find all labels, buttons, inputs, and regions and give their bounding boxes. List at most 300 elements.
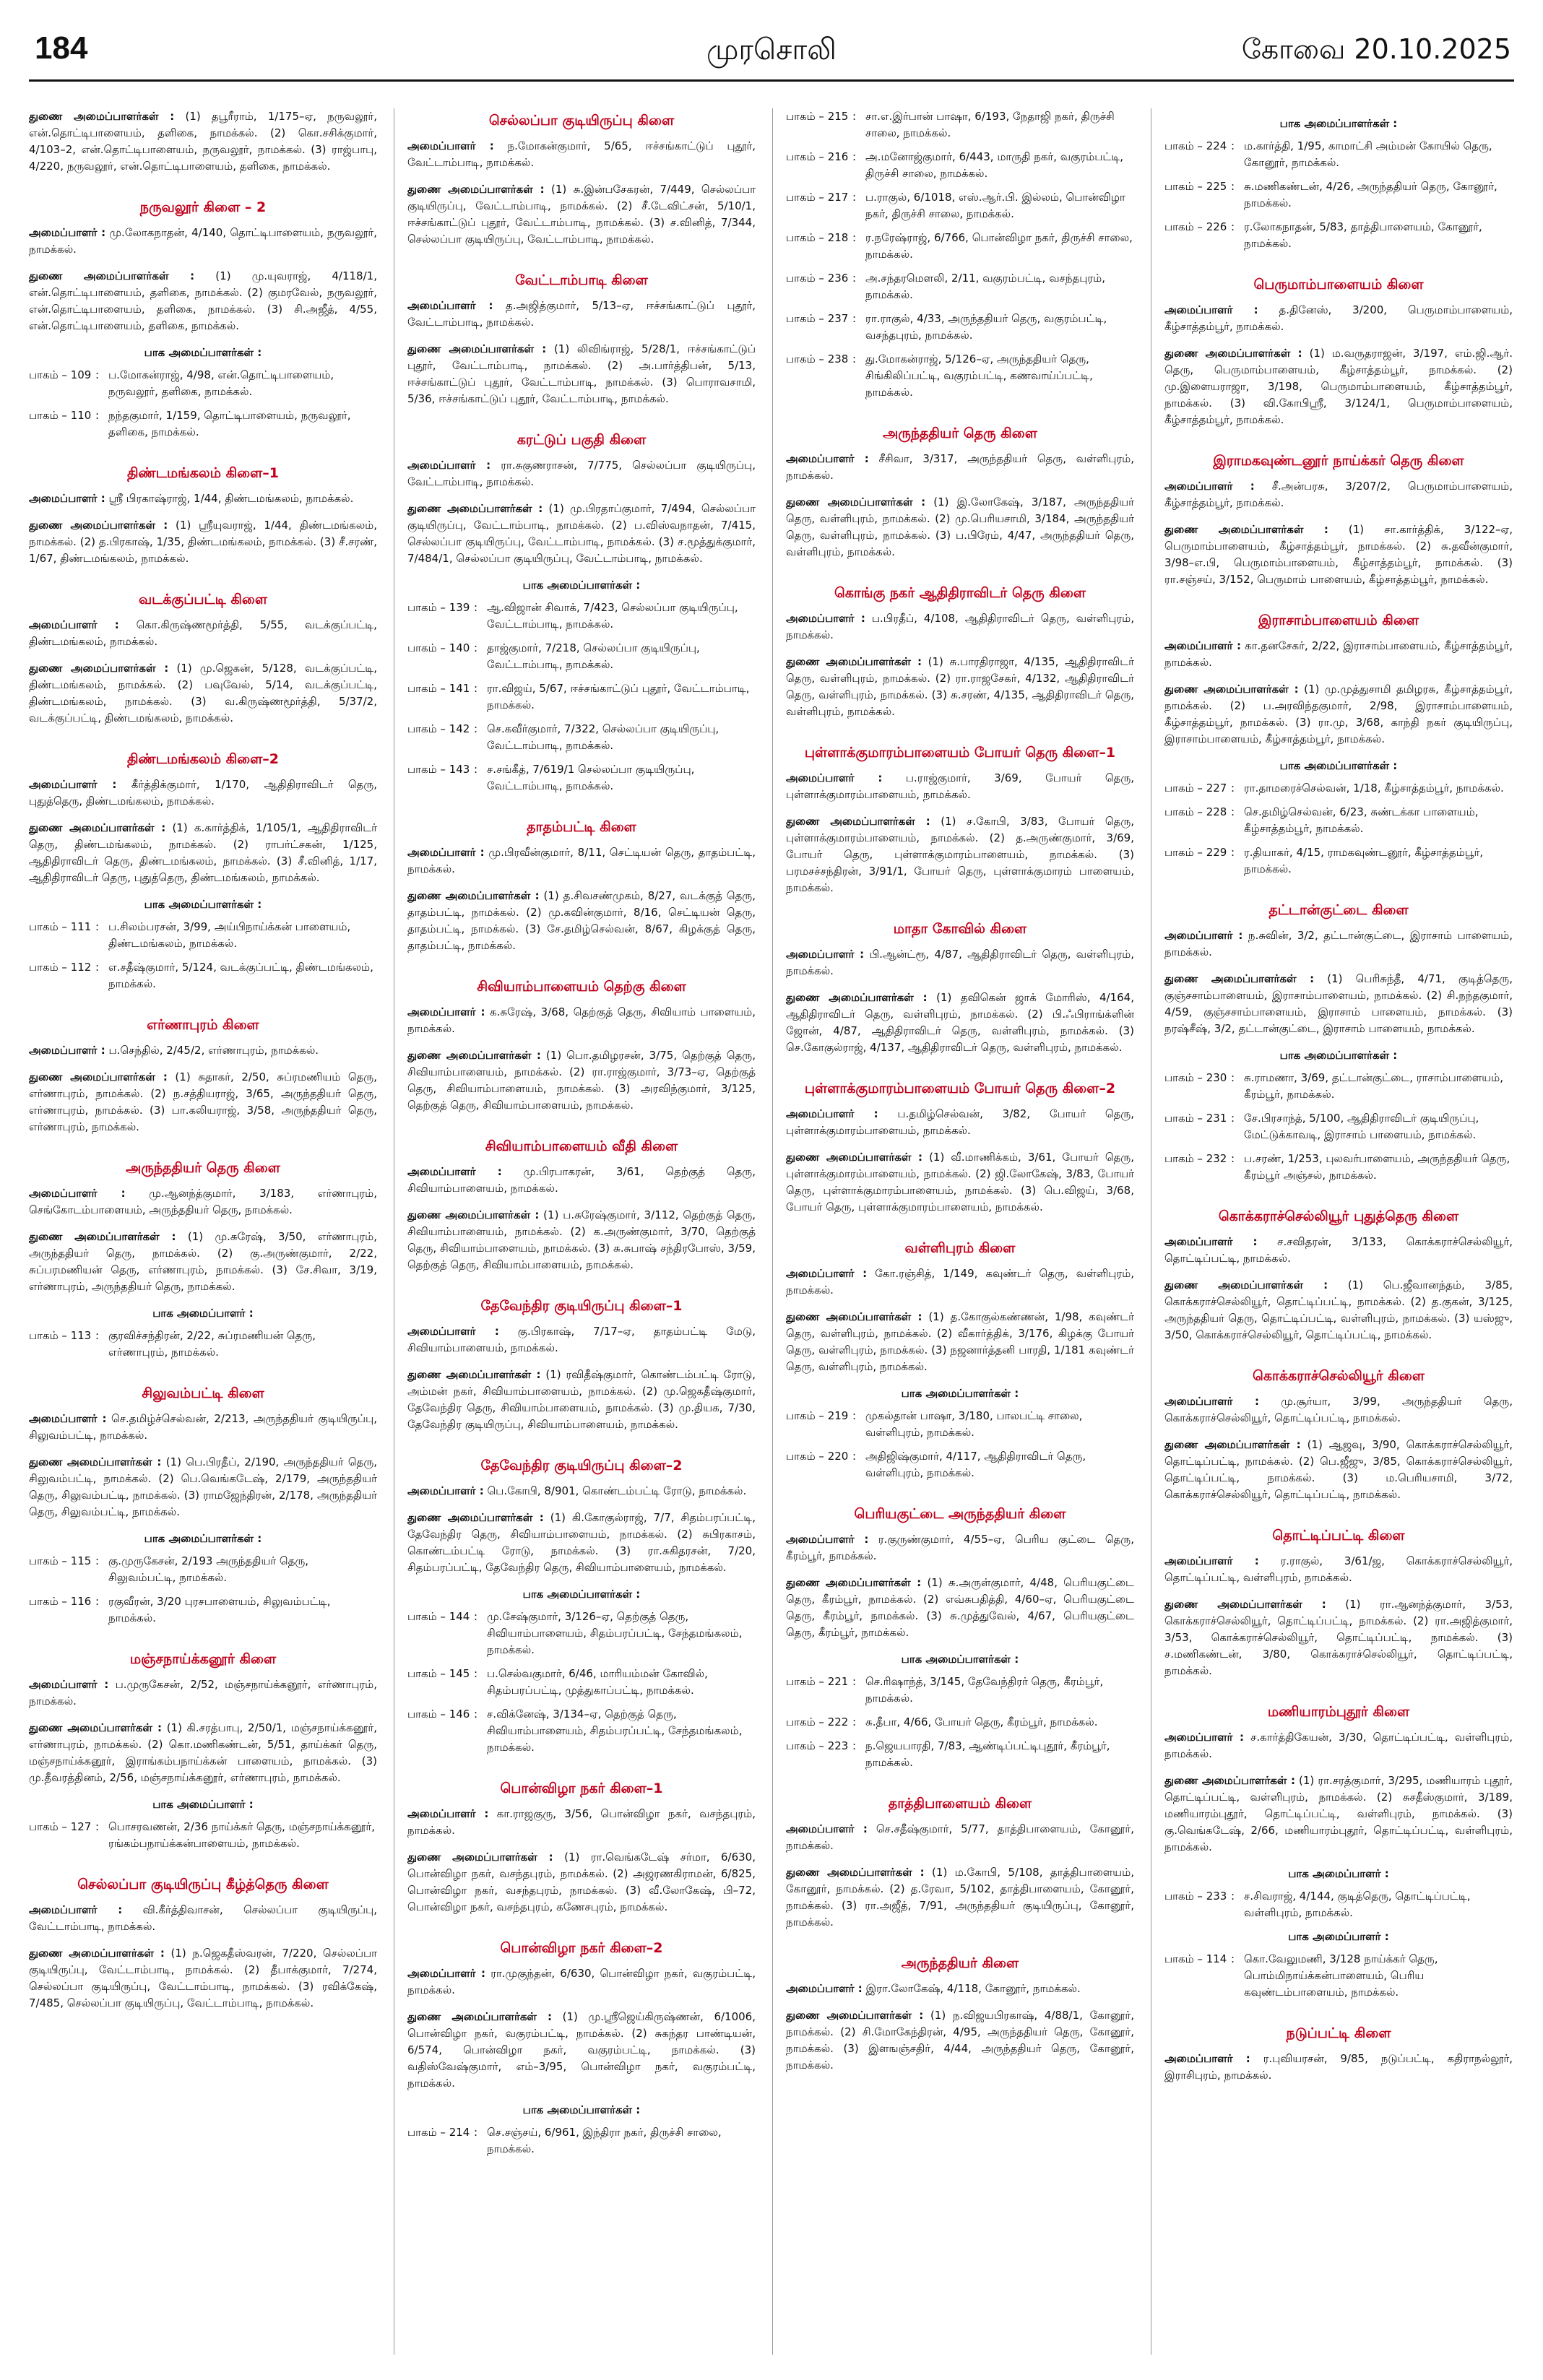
entry-text: வி.கீர்த்திவாசன், செல்லப்பா குடியிருப்பு, வேட்டாம்பாடி, நாமக்கல்.: [29, 1903, 377, 1933]
section-title: கொக்கராச்செல்லியூர் கிளை: [1253, 1368, 1425, 1384]
entry-paragraph: [1164, 2051, 1513, 2084]
baga-row: [786, 108, 1134, 142]
baga-colon: :: [1231, 180, 1235, 193]
baga-number: பாகம் – 229: [1164, 846, 1227, 859]
entry-label: அமைப்பாளர் :: [29, 1187, 126, 1200]
entry-paragraph: [786, 946, 1134, 979]
section-title: தேவேந்திர குடியிருப்பு கிளை–1: [480, 1298, 683, 1314]
baga-row: [1164, 219, 1513, 252]
entry-text: ச.சவிதரன், 3/133, கொக்கராச்செல்லியூர், தொட்டிப்பட்டி, நாமக்கல்.: [1164, 1235, 1513, 1265]
baga-text: ரா.ராகுல், 4/33, அருந்ததியர் தெரு, வகுரம்பட்டி, வசந்தபுரம், நாமக்கல்.: [865, 312, 1107, 342]
section-title: அருந்ததியர் கிளை: [901, 1955, 1019, 1971]
entry-label: அமைப்பாளர் :: [786, 612, 865, 625]
baga-text: குரவிச்சந்திரன், 2/22, சுப்ரமணியன் தெரு, எர்ணாபுரம், நாமக்கல்.: [108, 1329, 316, 1359]
section-title: சிவியாம்பாளையம் தெற்கு கிளை: [477, 979, 686, 995]
entry-label: அமைப்பாளர் :: [407, 846, 485, 859]
entry-text: கோ.ரஞ்சித், 1/149, கவுண்டர் தெரு, வள்ளிபுரம், நாமக்கல்.: [786, 1267, 1134, 1297]
baga-colon: :: [852, 272, 857, 285]
entry-label: துணை அமைப்பாளர்கள் :: [786, 655, 922, 668]
entry-paragraph: [786, 990, 1134, 1056]
entry-label: அமைப்பாளர் :: [407, 139, 494, 152]
baga-colon: :: [852, 231, 857, 244]
entry-text: செ.சதீஷ்குமார், 5/77, தாத்திபாளையம், கோனூர், நாமக்கல்.: [786, 1822, 1134, 1852]
baga-row: [1164, 138, 1513, 171]
entry-paragraph: [407, 1965, 756, 1999]
entry-label: அமைப்பாளர் :: [786, 1107, 878, 1120]
entry-paragraph: [1164, 1437, 1513, 1503]
entry-paragraph: [786, 1864, 1134, 1931]
entry-label: அமைப்பாளர் :: [786, 452, 869, 465]
baga-row: [407, 640, 756, 673]
entry-paragraph: [1164, 971, 1513, 1037]
baga-row: [29, 1819, 377, 1852]
baga-number: பாகம் – 238: [786, 352, 849, 365]
entry-paragraph: [786, 610, 1134, 644]
entry-text: (1) மு.முத்துசாமி தமிழரசு, கீழ்சாத்தம்பூர், நாமக்கல். (2) ப.அரவிந்தகுமார், 2/98, இராசாம்பாளையம், கீழ்சாத்தம்பூர், நாமக்கல். (3) ரா.மு, 3/68, காந்தி நகர் குடியிருப்பு, இராசாம்பாளையம், கீழ்சாத்தம்பூர், நாமக்கல்.: [1164, 683, 1513, 745]
entry-label: அமைப்பாளர் :: [786, 1822, 868, 1835]
baga-row: [786, 149, 1134, 182]
section-title: வேட்டாம்பாடி கிளை: [515, 272, 648, 288]
newspaper-title: முரசொலி: [706, 33, 837, 66]
baga-text: ச.விக்னேஷ், 3/134–ஏ, தெற்குத் தெரு, சிவியாம்பாளையம், சிதம்பரப்பட்டி, சேந்தமங்கலம், நாமக்கல்.: [487, 1708, 743, 1754]
entry-text: (1) பெ.ஜீவானந்தம், 3/85, கொக்கராச்செல்லியூர், தொட்டிப்பட்டி, நாமக்கல். (2) த.குகன், 3/125, அருந்ததியர் தெரு, தொட்டிப்பட்டி, வள்ளிபுரம், நாமக்கல். (3) யஸ்ஜு, 3/50, கொக்கராச்செல்லியூர், தொட்டிப்பட்டி, நாமக்கல்.: [1164, 1278, 1513, 1341]
baga-number: பாகம் – 140: [407, 641, 470, 654]
baga-colon: :: [1231, 1112, 1235, 1125]
entry-paragraph: [29, 1720, 377, 1786]
baga-text: செ.கவீர்குமார், 7/322, செல்லப்பா குடியிருப்பு, வேட்டாம்பாடி, நாமக்கல்.: [487, 722, 719, 752]
baga-text: நந்தகுமார், 1/159, தொட்டிபாளையம், நருவலூர், தளிகை, நாமக்கல்.: [108, 409, 351, 438]
entry-label: துணை அமைப்பாளர்கள் :: [1164, 523, 1328, 536]
entry-text: மு.லோகநாதன், 4/140, தொட்டிபாளையம், நருவலூர், நாமக்கல்.: [29, 226, 377, 256]
baga-row: [786, 1674, 1134, 1707]
entry-paragraph: [407, 1207, 756, 1273]
baga-number: பாகம் – 141: [407, 682, 470, 695]
baga-heading: பாக அமைப்பாளர்கள் :: [901, 1387, 1019, 1400]
entry-label: துணை அமைப்பாளர்கள் :: [786, 2009, 924, 2022]
entry-text: (1) கி.கோகுல்ராஜ், 7/7, சிதம்பரப்பட்டி, தேவேந்திர தெரு, சிவியாம்பாளையம், நாமக்கல். (2) சுபிரகாசம், கொண்டம்பட்டி ரோடு, நாமக்கல். (3) ரா.சுகிதரசன், 7/20, சிதம்பரப்பட்டி, தேவேந்திர தெரு, சிவியாம்பாளையம், நாமக்கல்.: [407, 1511, 756, 1574]
baga-text: முகல்தான் பாஷா, 3/180, பாலபட்டி சாலை, வள்ளிபுரம், நாமக்கல்.: [865, 1409, 1083, 1439]
baga-colon: :: [474, 763, 478, 776]
entry-paragraph: [407, 1510, 756, 1576]
entry-label: துணை அமைப்பாளர்கள் :: [29, 821, 166, 834]
entry-paragraph: [1164, 681, 1513, 748]
baga-heading: பாக அமைப்பாளர்கள் :: [522, 1588, 641, 1601]
entry-paragraph: [407, 298, 756, 331]
section-title: மணியாரம்புதூர் கிளை: [1267, 1704, 1410, 1720]
baga-heading: பாக அமைப்பாளர்கள் :: [1279, 1049, 1398, 1062]
baga-heading: பாக அமைப்பாளர்கள் :: [1279, 759, 1398, 772]
baga-number: பாகம் – 109: [29, 368, 92, 381]
baga-row: [786, 270, 1134, 303]
section-title: பொன்விழா நகர் கிளை–2: [500, 1940, 663, 1956]
entry-label: அமைப்பாளர் :: [1164, 639, 1241, 652]
baga-text: சு.ராமணா, 3/69, தட்டான்குட்டை, ராசாம்பாளையம், கீரம்பூர், நாமக்கல்.: [1244, 1071, 1503, 1101]
baga-row: [407, 761, 756, 795]
entry-text: (1) ந.விஜயபிரகாஷ், 4/88/1, கோனூர், நாமக்கல். (2) சி.மோகேந்திரன், 4/95, அருந்ததியர் தெரு, கோனூர், நாமக்கல். (3) இளஙஞ்சதிர், 4/44, அருந்ததியர் தெரு, கோனூர், நாமக்கல்.: [786, 2009, 1134, 2072]
entry-text: (1) ஸ்ரீயுவராஜ், 1/44, திண்டமங்கலம், நாமக்கல். (2) த.பிரகாஷ், 1/35, திண்டமங்கலம், நாமக்கல். (3) சீ.சரண், 1/67, திண்டமங்கலம், நாமக்கல்.: [29, 519, 377, 565]
entry-paragraph: [1164, 1596, 1513, 1679]
entry-paragraph: [29, 1069, 377, 1135]
entry-paragraph: [786, 1265, 1134, 1299]
entry-paragraph: [29, 1411, 377, 1444]
section-title: தொட்டிப்பட்டி கிளை: [1272, 1528, 1405, 1544]
entry-label: அமைப்பாளர் :: [786, 771, 883, 784]
baga-number: பாகம் – 237: [786, 312, 849, 325]
baga-heading: பாக அமைப்பாளர் :: [152, 1798, 254, 1811]
baga-heading: பாக அமைப்பாளர்கள் :: [144, 898, 262, 911]
entry-text: சீசிவா, 3/317, அருந்ததியர் தெரு, வள்ளிபுரம், நாமக்கல்.: [786, 452, 1134, 482]
baga-row: [407, 1706, 756, 1756]
entry-text: (1) மு.ஜெகன், 5/128, வடக்குப்பட்டி, திண்டமங்கலம், நாமக்கல். (2) பவுவேல், 5/14, வடக்குப்பட்டி, திண்டமங்கலம், நாமக்கல். (3) வ.கிருஷ்ணமூர்த்தி, 5/37/2, வடக்குப்பட்டி, திண்டமங்கலம், நாமக்கல்.: [29, 662, 377, 724]
baga-colon: :: [1231, 782, 1235, 795]
entry-paragraph: [786, 1821, 1134, 1854]
entry-label: அமைப்பாளர் :: [407, 1165, 502, 1178]
entry-label: துணை அமைப்பாளர்கள் :: [1164, 1598, 1326, 1611]
entry-text: (1) கி.சரத்பாபு, 2/50/1, மஞ்சநாய்க்கனூர், எர்ணாபுரம், நாமக்கல். (2) கொ.மணிகண்டன், 5/51, தாய்க்கர் தெரு, மஞ்சநாய்க்கனூர், இராங்கம்பநாய்க்கன் பாளையம், நாமக்கல். (3) மு.தீவரத்தினம், 2/56, மஞ்சநாய்க்கனூர், எர்ணாபுரம், நாமக்கல்.: [29, 1721, 377, 1784]
entry-paragraph: [407, 1164, 756, 1197]
entry-text: (1) லிவிங்ராஜ், 5/28/1, ஈச்சங்காட்டுப் புதூர், வேட்டாம்பாடி, நாமக்கல். (2) அ.பார்த்திபன், 5/13, ஈச்சங்காட்டுப் புதூர், வேட்டாம்பாடி, நாமக்கல். (3) பொராவசாமி, 5/36, ஈச்சங்காட்டுப் புதூர், வேட்டாம்பாடி, நாமக்கல்.: [407, 342, 756, 405]
entry-text: (1) ஆஜவு, 3/90, கொக்கராச்செல்லியூர், தொட்டிப்பட்டி, நாமக்கல். (2) பெ.ஜீஜு, 3/85, கொக்கராச்செல்லியூர், தொட்டிப்பட்டி, நாமக்கல். (3) ம.பெரியசாமி, 3/72, கொக்கராச்செல்லியூர், தொட்டிப்பட்டி, நாமக்கல்.: [1164, 1438, 1513, 1501]
baga-text: சு.தீபா, 4/66, போயர் தெரு, கீரம்பூர், நாமக்கல்.: [865, 1715, 1098, 1728]
entry-text: இரா.லோகேஷ், 4/118, கோனூர், நாமக்கல்.: [865, 1982, 1081, 1995]
baga-heading: பாக அமைப்பாளர்கள் :: [522, 579, 641, 592]
entry-text: (1) ரா.சரத்குமார், 3/295, மணியாரம் புதூர், தொட்டிப்பட்டி, வள்ளிபுரம், நாமக்கல். (2) சுசதீஸ்குமார், 3/189, மணியாரம்புதூர், தொட்டிப்பட்டி, வள்ளிபுரம், நாமக்கல். (3) கு.வெங்கடேஷ், 2/66, மணியாரம்புதூர், தொட்டிப்பட்டி, வள்ளிபுரம், நாமக்கல்.: [1164, 1774, 1513, 1853]
baga-colon: :: [1231, 139, 1235, 152]
entry-label: துணை அமைப்பாளர்கள் :: [407, 1368, 541, 1381]
entry-paragraph: [1164, 478, 1513, 511]
baga-text: ர.லோகநாதன், 5/83, தாத்திபாளையம், கோனூர், நாமக்கல்.: [1244, 220, 1482, 250]
baga-row: [786, 1408, 1134, 1441]
column-4: [1164, 108, 1513, 2355]
entry-label: துணை அமைப்பாளர்கள் :: [407, 183, 545, 196]
section-title: வடக்குப்பட்டி கிளை: [138, 592, 268, 607]
entry-text: ரா.முகுந்தன், 6/630, பொன்விழா நகர், வகுரம்பட்டி, நாமக்கல்.: [407, 1967, 756, 1996]
entry-label: அமைப்பாளர் :: [407, 459, 491, 472]
entry-text: (1) பொ.தமிழரசன், 3/75, தெற்குத் தெரு, சிவியாம்பாளையம், நாமக்கல். (2) ரா.ராஜ்குமார், 3/73–ஏ, தெற்குத் தெரு, சிவியாம்பாளையம், நாமக்கல். (3) அரவிந்குமார், 3/125, தெற்குத் தெரு, சிவியாம்பாளையம், நாமக்கல்.: [407, 1049, 756, 1112]
entry-text: த.அஜித்குமார், 5/13–ஏ, ஈச்சங்காட்டுப் புதூர், வேட்டாம்பாடி, நாமக்கல்.: [407, 299, 756, 329]
baga-colon: :: [1231, 1071, 1235, 1084]
baga-colon: :: [474, 601, 478, 614]
section-title: நடுப்பட்டி கிளை: [1286, 2025, 1391, 2041]
entry-text: ஸ்ரீ பிரகாஷ்ராஜ், 1/44, திண்டமங்கலம், நாமக்கல்.: [108, 492, 354, 505]
section-title: பெரியகுட்டை அருந்ததியர் கிளை: [854, 1506, 1066, 1522]
baga-text: ர.தியாகர், 4/15, ராமகவுண்டனூர், கீழ்சாத்தம்பூர், நாமக்கல்.: [1244, 846, 1484, 875]
entry-paragraph: [29, 660, 377, 727]
baga-row: [407, 721, 756, 754]
entry-label: அமைப்பாளர் :: [29, 618, 119, 631]
entry-label: துணை அமைப்பாளர்கள் :: [29, 519, 168, 532]
section-title: சிலுவம்பட்டி கிளை: [142, 1385, 264, 1401]
baga-number: பாகம் – 223: [786, 1739, 849, 1752]
entry-label: துணை அமைப்பாளர்கள் :: [786, 496, 926, 509]
baga-colon: :: [1231, 805, 1235, 818]
entry-label: துணை அமைப்பாளர்கள் :: [1164, 1774, 1295, 1787]
entry-paragraph: [407, 457, 756, 490]
baga-number: பாகம் – 224: [1164, 139, 1227, 152]
baga-text: ப.சரண், 1/253, புலவர்பாளையம், அருந்ததியர் தெரு, கீரம்பூர் அஞ்சல், நாமக்கல்.: [1244, 1152, 1510, 1182]
entry-paragraph: [407, 138, 756, 171]
baga-row: [1164, 844, 1513, 878]
entry-label: அமைப்பாளர் :: [407, 1967, 486, 1980]
entry-paragraph: [407, 1004, 756, 1037]
entry-label: அமைப்பாளர் :: [1164, 1554, 1259, 1567]
entry-text: (1) மு.பிரதாப்குமார், 7/494, செல்லப்பா குடியிருப்பு, வேட்டாம்பாடி, நாமக்கல். (2) ப.விஸ்வநாதன், 7/415, செல்லப்பா குடியிருப்பு, வேட்டாம்பாடி, நாமக்கல். (3) ச.மூத்துக்குமார், 7/484/1, செல்லப்பா குடியிருப்பு, வேட்டாம்பாடி, நாமக்கல்.: [407, 502, 756, 565]
baga-number: பாகம் – 217: [786, 191, 849, 204]
entry-paragraph: [786, 1531, 1134, 1565]
baga-heading: பாக அமைப்பாளர் :: [1288, 1930, 1389, 1943]
section-title: தாத்திபாளையம் கிளை: [888, 1796, 1032, 1812]
entry-paragraph: [786, 1981, 1134, 1997]
baga-colon: :: [852, 1450, 857, 1463]
entry-text: மு.ஆனந்த்குமார், 3/183, எர்ணாபுரம், செங்கோடம்பாளையம், அருந்ததியர் தெரு, நாமக்கல்.: [29, 1187, 377, 1216]
entry-label: துணை அமைப்பாளர்கள் :: [1164, 683, 1299, 696]
baga-number: பாகம் – 216: [786, 150, 849, 163]
baga-text: ப.மோகன்ராஜ், 4/98, என்.தொட்டிபாளையம், நருவலூர், தளிகை, நாமக்கல்.: [108, 368, 334, 398]
baga-colon: :: [852, 191, 857, 204]
entry-text: ர.குருண்குமார், 4/55–ஏ, பெரிய குட்டை தெரு, கீரம்பூர், நாமக்கல்.: [786, 1533, 1134, 1562]
section-title: பொன்விழா நகர் கிளை–1: [500, 1780, 663, 1796]
baga-colon: :: [852, 352, 857, 365]
baga-heading: பாக அமைப்பாளர்கள் :: [901, 1653, 1019, 1666]
baga-number: பாகம் – 144: [407, 1610, 470, 1623]
entry-text: சீ.அன்பரசு, 3/207/2, பெருமாம்பாளையம், கீழ்சாத்தம்பூர், நாமக்கல்.: [1164, 480, 1513, 509]
entry-paragraph: [29, 776, 377, 810]
baga-text: ம.கார்த்தி, 1/95, காமாட்சி அம்மன் கோயில் தெரு, கோனூர், நாமக்கல்.: [1244, 139, 1492, 169]
baga-row: [786, 230, 1134, 263]
baga-row: [29, 407, 377, 441]
entry-text: ரா.சுகுணராசன், 7/775, செல்லப்பா குடியிருப்பு, வேட்டாம்பாடி, நாமக்கல்.: [407, 459, 756, 488]
baga-colon: :: [95, 1595, 100, 1608]
baga-text: மு.சேஷ்குமார், 3/126–ஏ, தெற்குத் தெரு, சிவியாம்பாளையம், சிதம்பரப்பட்டி, சேந்தமங்கலம், நாமக்கல்.: [487, 1610, 743, 1656]
entry-paragraph: [786, 770, 1134, 803]
entry-paragraph: [29, 1676, 377, 1710]
baga-text: அதிஜிஷ்குமார், 4/117, ஆதிதிராவிடர் தெரு, வள்ளிபுரம், நாமக்கல்.: [865, 1450, 1086, 1479]
entry-paragraph: [29, 1454, 377, 1520]
baga-colon: :: [852, 150, 857, 163]
baga-text: அ.சந்தரமௌலி, 2/11, வகுரம்பட்டி, வசந்தபுரம், நாமக்கல்.: [865, 272, 1105, 301]
entry-paragraph: [1164, 345, 1513, 428]
entry-text: ர.ராகுல், 3/61/ஜ, கொக்கராச்செல்லியூர், தொட்டிப்பட்டி, வள்ளிபுரம், நாமக்கல்.: [1164, 1554, 1513, 1584]
entry-label: அமைப்பாளர் :: [786, 948, 865, 961]
baga-heading: பாக அமைப்பாளர்கள் :: [144, 346, 262, 359]
section-title: இராமகவுண்டனூர் நாய்க்கர் தெரு கிளை: [1213, 453, 1464, 469]
entry-paragraph: [407, 2009, 756, 2092]
baga-number: பாகம் – 146: [407, 1708, 470, 1721]
baga-number: பாகம் – 218: [786, 231, 849, 244]
entry-paragraph: [29, 1042, 377, 1059]
baga-row: [1164, 1888, 1513, 1921]
baga-text: அ.மனோஜ்குமார், 6/443, மாருதி நகர், வகுரம்பட்டி, திருச்சி சாலை, நாமக்கல்.: [865, 150, 1124, 180]
entry-label: துணை அமைப்பாளர்கள் :: [29, 1070, 168, 1083]
entry-label: அமைப்பாளர் :: [407, 299, 493, 312]
column-3: [786, 108, 1134, 2355]
entry-label: துணை அமைப்பாளர்கள் :: [786, 991, 928, 1004]
entry-text: ப.தமிழ்செல்வன், 3/82, போயர் தெரு, புள்ளாக்குமாரம்பாளையம், நாமக்கல்.: [786, 1107, 1134, 1137]
baga-number: பாகம் – 219: [786, 1409, 849, 1422]
baga-colon: :: [474, 641, 478, 654]
entry-paragraph: [29, 108, 377, 175]
entry-text: கா.தனசேகர், 2/22, இராசாம்பாளையம், கீழ்சாத்தம்பூர், நாமக்கல்.: [1164, 639, 1513, 669]
entry-text: கா.ராஜகுரு, 3/56, பொன்விழா நகர், வசந்தபுரம், நாமக்கல்.: [407, 1807, 756, 1837]
baga-row: [29, 959, 377, 992]
baga-colon: :: [852, 1715, 857, 1728]
baga-number: பாகம் – 225: [1164, 180, 1227, 193]
entry-label: துணை அமைப்பாளர்கள் :: [29, 269, 195, 282]
baga-text: செ.ரிஷாந்த், 3/145, தேவேந்திரர் தெரு, கீரம்பூர், நாமக்கல்.: [865, 1675, 1104, 1705]
baga-colon: :: [474, 722, 478, 735]
entry-label: துணை அமைப்பாளர்கள் :: [407, 2010, 553, 2023]
entry-paragraph: [29, 1945, 377, 2012]
entry-label: துணை அமைப்பாளர்கள் :: [786, 815, 930, 828]
entry-label: அமைப்பாளர் :: [786, 1267, 868, 1280]
entry-label: அமைப்பாளர் :: [29, 778, 117, 791]
entry-paragraph: [1164, 1553, 1513, 1586]
entry-text: (1) இ.லோகேஷ், 3/187, அருந்ததியர் தெரு, வள்ளிபுரம், நாமக்கல். (2) மு.பெரியசாமி, 3/184, அருந்ததியர் தெரு, வள்ளிபுரம், நாமக்கல். (3) ப.பிரேம், 4/47, அருந்ததியர் தெரு, வள்ளிபுரம், நாமக்கல்.: [786, 496, 1134, 558]
entry-text: க.சுரேஷ், 3/68, தெற்குத் தெரு, சிவியாம் பாளையம், நாமக்கல்.: [407, 1005, 756, 1035]
entry-paragraph: [29, 617, 377, 650]
baga-colon: :: [95, 1820, 100, 1833]
baga-row: [407, 600, 756, 633]
baga-colon: :: [95, 1329, 100, 1342]
entry-paragraph: [1164, 638, 1513, 671]
entry-label: அமைப்பாளர் :: [29, 1412, 107, 1425]
baga-colon: :: [1231, 1952, 1235, 1965]
entry-text: (1) சு.அருள்குமார், 4/48, பெரியகுட்டை தெரு, கீரம்பூர், நாமக்கல். (2) எவ்சுபதித்தி, 4/60–ஏ, பெரியகுட்டை தெரு, கீரம்பூர், நாமக்கல். (3) சு.முத்துவேல், 4/67, பெரியகுட்டை தெரு, கீரம்பூர், நாமக்கல்.: [786, 1576, 1134, 1639]
baga-text: ச.சிவராஜ், 4/144, குடித்தெரு, தொட்டிப்பட்டி, வள்ளிபுரம், நாமக்கல்.: [1244, 1890, 1471, 1919]
entry-text: (1) ரா.ஆனந்த்குமார், 3/53, கொக்கராச்செல்லியூர், தொட்டிப்பட்டி, நாமக்கல். (2) ரா.அஜித்குமார், 3/53, கொக்கராச்செல்லியூர், தொட்டிப்பட்டி, நாமக்கல். (3) ச.மணிகண்டன், 3/80, கொக்கராச்செல்லியூர், தொட்டிப்பட்டி, நாமக்கல்.: [1164, 1598, 1513, 1677]
baga-number: பாகம் – 221: [786, 1675, 849, 1688]
baga-text: கு.முருகேசன், 2/193 அருந்ததியர் தெரு, சிலுவம்பட்டி, நாமக்கல்.: [108, 1554, 309, 1584]
baga-heading: பாக அமைப்பாளர்கள் :: [1279, 117, 1398, 130]
section-title: அருந்ததியர் தெரு கிளை: [126, 1160, 280, 1176]
entry-label: அமைப்பாளர் :: [1164, 1235, 1258, 1248]
baga-row: [786, 189, 1134, 222]
baga-row: [786, 311, 1134, 344]
section-title: எர்ணாபுரம் கிளை: [147, 1017, 259, 1033]
entry-label: துணை அமைப்பாளர்கள் :: [29, 110, 175, 123]
entry-text: (1) மு.ஸ்ரீஜெய்கிருஷ்ணன், 6/1006, பொன்விழா நகர், வகுரம்பட்டி, நாமக்கல். (2) சுகந்தர பாண்டியன், 6/574, பொன்விழா நகர், வகுரம்பட்டி, நாமக்கல். (3) வதிஸ்வேஷ்குமார், எம்–3/95, பொன்விழா நகர், வகுரம்பட்டி, நாமக்கல்.: [407, 2010, 756, 2090]
entry-label: அமைப்பாளர் :: [29, 1903, 123, 1916]
baga-number: பாகம் – 222: [786, 1715, 849, 1728]
entry-text: செ.தமிழ்ச்செல்வன், 2/213, அருந்ததியர் குடியிருப்பு, சிலுவம்பட்டி, நாமக்கல்.: [29, 1412, 377, 1442]
baga-text: பொசரவணன், 2/36 நாய்க்கர் தெரு, மஞ்சநாய்க்கனூர், ரங்கம்பநாய்க்கன்பாளையம், நாமக்கல்.: [108, 1820, 375, 1850]
entry-label: அமைப்பாளர் :: [786, 1982, 863, 1995]
baga-text: சு.மணிகண்டன், 4/26, அருந்ததியர் தெரு, கோனூர், நாமக்கல்.: [1244, 180, 1497, 209]
entry-paragraph: [786, 813, 1134, 896]
entry-label: துணை அமைப்பாளர்கள் :: [407, 342, 547, 355]
entry-paragraph: [1164, 1277, 1513, 1343]
section-title: தட்டான்குட்டை கிளை: [1268, 902, 1409, 918]
entry-text: (1) சு.பாரதிராஜா, 4/135, ஆதிதிராவிடர் தெரு, வள்ளிபுரம், நாமக்கல். (2) ரா.ராஜசேகர், 4/132, ஆதிதிராவிடர் தெரு, வள்ளிபுரம், நாமக்கல். (3) சு.சரண், 4/135, ஆதிதிராவிடர் தெரு, வள்ளிபுரம், நாமக்கல்.: [786, 655, 1134, 718]
entry-paragraph: [407, 1047, 756, 1114]
column-2: [407, 108, 756, 2355]
entry-text: (1) சுதாகர், 2/50, சுப்ரமணியம் தெரு, எர்ணாபுரம், நாமக்கல். (2) ந.சத்தியராஜ், 3/65, அருந்ததியர் தெரு, எர்ணாபுரம், நாமக்கல். (3) பா.கலியராஜ், 3/58, அருந்ததியர் தெரு, எர்ணாபுரம், நாமக்கல்.: [29, 1070, 377, 1133]
baga-row: [786, 1714, 1134, 1731]
column-1: [29, 108, 377, 2355]
baga-row: [407, 1609, 756, 1658]
baga-number: பாகம் – 220: [786, 1450, 849, 1463]
baga-number: பாகம் – 142: [407, 722, 470, 735]
baga-text: ஆ.விஜான் சிவாக், 7/423, செல்லப்பா குடியிருப்பு, வேட்டாம்பாடி, நாமக்கல்.: [487, 601, 738, 631]
section-title: வள்ளிபுரம் கிளை: [904, 1240, 1016, 1256]
entry-text: ந.மோகன்குமார், 5/65, ஈச்சங்காட்டுப் புதூர், வேட்டாம்பாடி, நாமக்கல்.: [407, 139, 756, 169]
entry-text: (1) த.சிவசண்முகம், 8/27, வடக்குத் தெரு, தாதம்பட்டி, நாமக்கல். (2) மு.கவின்குமார், 8/16, செட்டியன் தெரு, தாதம்பட்டி, நாமக்கல். (3) சே.தமிழ்செல்வன், 8/67, கிழக்குத் தெரு, தாதம்பட்டி, நாமக்கல்.: [407, 889, 756, 952]
baga-colon: :: [95, 920, 100, 933]
entry-paragraph: [786, 1106, 1134, 1139]
entry-paragraph: [786, 1575, 1134, 1641]
baga-text: ர.நரேஷ்ராஜ், 6/766, பொன்விழா நகர், திருச்சி சாலை, நாமக்கல்.: [865, 231, 1133, 261]
entry-label: அமைப்பாளர் :: [1164, 929, 1243, 942]
entry-text: (1) ரா.வெங்கடேஷ் சர்மா, 6/630, பொன்விழா நகர், வசந்தபுரம், நாமக்கல். (2) அஜரணகிராமன், 6/825, பொன்விழா நகர், வசந்தபுரம், நாமக்கல். (3) வீ.லோகேஷ், பி–72, பொன்விழா நகர், வசந்தபுரம், கணேசபுரம், நாமக்கல்.: [407, 1851, 756, 1913]
entry-text: (1) சா.கார்த்திக், 3/122–ஏ, பெருமாம்பாளையம், கீழ்சாத்தம்பூர், நாமக்கல். (2) சு.தவீன்குமார், 3/98–எ.பி, பெருமாம்பாளையம், கீழ்சாத்தம்பூர், நாமக்கல். (3) ரா.சஞ்சய், 3/152, பெருமாம் பாளையம், கீழ்சாத்தம்பூர், நாமக்கல்.: [1164, 523, 1513, 586]
entry-label: அமைப்பாளர் :: [29, 1044, 105, 1057]
entry-paragraph: [407, 1323, 756, 1356]
baga-number: பாகம் – 127: [29, 1820, 92, 1833]
baga-text: ப.சிலம்பரசன், 3/99, அய்பிநாய்க்கன் பாளையம், திண்டமங்கலம், நாமக்கல்.: [108, 920, 351, 950]
entry-label: அமைப்பாளர் :: [407, 1807, 489, 1820]
edition-date: கோவை 20.10.2025: [1241, 33, 1511, 65]
entry-label: துணை அமைப்பாளர்கள் :: [29, 1230, 176, 1243]
entry-label: துணை அமைப்பாளர்கள் :: [29, 1455, 162, 1468]
baga-colon: :: [852, 110, 857, 123]
entry-text: (1) தவிகென் ஜாக் மோரிஸ், 4/164, ஆதிதிராவிடர் தெரு, வள்ளிபுரம், நாமக்கல். (2) பி.ஃபிராங்க்ளின் ஜோன், 4/87, ஆதிதிராவிடர் தெரு, வள்ளிபுரம், நாமக்கல். (3) செ.கோகுல்ராஜ், 4/137, ஆதிதிராவிடர் தெரு, வள்ளிபுரம், நாமக்கல்.: [786, 991, 1134, 1054]
entry-label: துணை அமைப்பாளர்கள் :: [1164, 1438, 1301, 1451]
baga-number: பாகம் – 139: [407, 601, 470, 614]
entry-text: ர.புவியரசன், 9/85, நடுப்பட்டி, கதிராநல்லூர், இராசிபுரம், நாமக்கல்.: [1164, 2052, 1513, 2082]
entry-paragraph: [407, 1367, 756, 1433]
baga-colon: :: [1231, 1152, 1235, 1165]
baga-row: [786, 1448, 1134, 1481]
entry-text: ச.கார்த்திகேயன், 3/30, தொட்டிப்பட்டி, வள்ளிபுரம், நாமக்கல்.: [1164, 1731, 1513, 1760]
entry-label: அமைப்பாளர் :: [29, 1678, 109, 1691]
entry-paragraph: [407, 888, 756, 954]
entry-label: துணை அமைப்பாளர்கள் :: [407, 1851, 553, 1864]
entry-text: மு.பிரபாகரன், 3/61, தெற்குத் தெரு, சிவியாம்பாளையம், நாமக்கல்.: [407, 1165, 756, 1195]
entry-label: துணை அமைப்பாளர்கள் :: [29, 1721, 163, 1734]
column-divider: [772, 108, 773, 2355]
entry-paragraph: [1164, 1773, 1513, 1856]
entry-text: (1) தபூரீராம், 1/175–ஏ, நருவலூர், என்.தொட்டிபாளையம், தளிகை, நாமக்கல். (2) கொ.சசிக்குமார், 4/103–2, என்.தொட்டிபாளையம், நருவலூர், நாமக்கல். (3) ராஜ்பாபு, 4/220, நருவலூர், என்.தொட்டிபாளையம், தளிகை, நாமக்கல்.: [29, 110, 377, 173]
baga-number: பாகம் – 227: [1164, 782, 1227, 795]
section-title: கரட்டுப் பகுதி கிளை: [517, 432, 647, 448]
baga-number: பாகம் – 236: [786, 272, 849, 285]
section-title: தேவேந்திர குடியிருப்பு கிளை–2: [480, 1458, 683, 1474]
entry-label: துணை அமைப்பாளர்கள் :: [1164, 1278, 1328, 1291]
entry-label: துணை அமைப்பாளர்கள் :: [786, 1866, 925, 1879]
baga-row: [407, 680, 756, 714]
baga-heading: பாக அமைப்பாளர் :: [152, 1307, 254, 1320]
section-title: பெருமாம்பாளையம் கிளை: [1253, 277, 1424, 293]
baga-row: [29, 1328, 377, 1361]
baga-colon: :: [1231, 846, 1235, 859]
baga-row: [1164, 1951, 1513, 2001]
entry-paragraph: [407, 501, 756, 567]
section-title: திண்டமங்கலம் கிளை–1: [126, 465, 280, 481]
section-title: கொக்கராச்செல்லியூர் புதுத்தெரு கிளை: [1218, 1208, 1459, 1224]
baga-number: பாகம் – 112: [29, 961, 92, 974]
baga-colon: :: [95, 368, 100, 381]
entry-paragraph: [29, 490, 377, 507]
entry-text: கொ.கிருஷ்ணமூர்த்தி, 5/55, வடக்குப்பட்டி, திண்டமங்கலம், நாமக்கல்.: [29, 618, 377, 648]
baga-row: [786, 1738, 1134, 1771]
entry-paragraph: [407, 1483, 756, 1500]
section-title: செல்லப்பா குடியிருப்பு கீழ்த்தெரு கிளை: [77, 1877, 329, 1892]
baga-text: ச.சங்கீத், 7/619/1 செல்லப்பா குடியிருப்பு, வேட்டாம்பாடி, நாமக்கல்.: [487, 763, 695, 792]
baga-number: பாகம் – 228: [1164, 805, 1227, 818]
entry-label: துணை அமைப்பாளர்கள் :: [786, 1151, 922, 1164]
entry-text: (1) ந.ஜெகதீஸ்வரன், 7/220, செல்லப்பா குடியிருப்பு, வேட்டாம்பாடி, நாமக்கல். (2) தீபாக்குமார், 7/274, செல்லப்பா குடியிருப்பு, வேட்டாம்பாடி, நாமக்கல். (3) ரவிக்கேஷ், 7/485, செல்லப்பா குடியிருப்பு, வேட்டாம்பாடி, நாமக்கல்.: [29, 1947, 377, 2009]
entry-text: ப.ராஜ்குமார், 3/69, போயர் தெரு, புள்ளாக்குமாரம்பாளையம், நாமக்கல்.: [786, 771, 1134, 801]
